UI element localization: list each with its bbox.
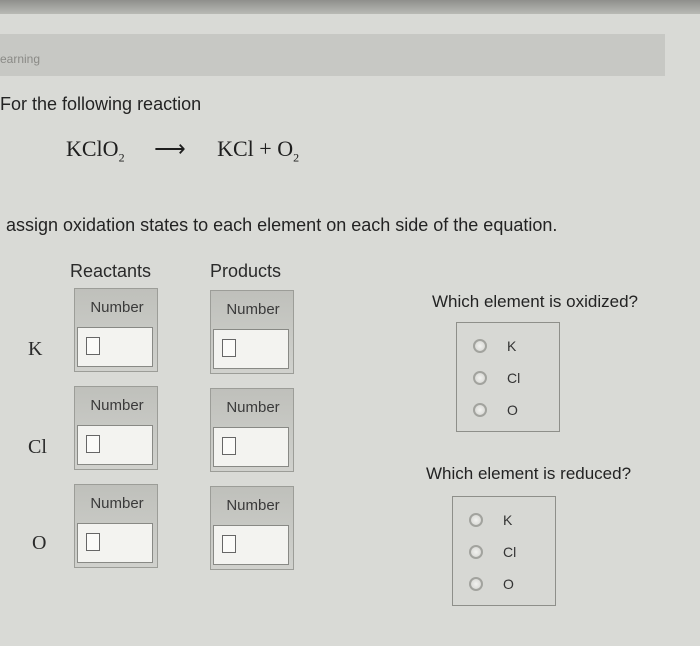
radio-button-icon[interactable] (469, 545, 483, 559)
product-o-input[interactable] (213, 525, 289, 565)
input-box-icon (222, 437, 236, 455)
reduced-question: Which element is reduced? (426, 464, 632, 483)
column-header-reactants: Reactants (70, 261, 152, 281)
oxidized-option-cl[interactable] (473, 367, 553, 389)
reduced-choices (452, 496, 556, 606)
input-box-icon (86, 337, 100, 355)
oxidized-choices (456, 322, 560, 432)
cell-label: Number (90, 299, 144, 316)
radio-button-icon[interactable] (469, 577, 483, 591)
option-label: Cl (503, 544, 517, 560)
reactant-k-input[interactable] (77, 327, 153, 367)
product-cl-cell (210, 388, 294, 472)
option-label: O (503, 576, 514, 592)
reaction-arrow-icon: ⟶ (154, 136, 186, 161)
radio-button-icon[interactable] (473, 339, 487, 353)
cell-label: Number (90, 495, 144, 512)
reactant-o-input[interactable] (77, 523, 153, 563)
reactant-o-cell (74, 484, 158, 568)
window-top-bar (0, 0, 700, 14)
option-label: Cl (507, 370, 521, 386)
reduced-option-cl[interactable] (469, 541, 549, 563)
module-header (0, 34, 665, 76)
row-label-o: O (32, 532, 47, 554)
oxidized-option-k[interactable] (473, 335, 553, 357)
input-box-icon (222, 535, 236, 553)
oxidized-question: Which element is oxidized? (432, 292, 638, 311)
product-k-cell (210, 290, 294, 374)
reactant-cl-input[interactable] (77, 425, 153, 465)
question-prompt: For the following reaction (0, 94, 202, 114)
cell-label: Number (90, 397, 144, 414)
reduced-option-k[interactable] (469, 509, 549, 531)
radio-button-icon[interactable] (473, 403, 487, 417)
equation-reactant: KClO (66, 136, 119, 161)
cell-label: Number (226, 497, 280, 514)
row-label-cl: Cl (28, 436, 47, 458)
equation-products-subscript: 2 (293, 150, 300, 165)
option-label: K (507, 338, 517, 354)
equation-products: KCl + O (217, 136, 294, 161)
input-box-icon (86, 435, 100, 453)
reactant-k-cell (74, 288, 158, 372)
row-label-k: K (28, 338, 43, 360)
product-k-input[interactable] (213, 329, 289, 369)
instruction-text: assign oxidation states to each element on each side of the equation. (6, 215, 558, 235)
equation-reactant-subscript: 2 (118, 150, 125, 165)
cell-label: Number (226, 399, 280, 416)
chemical-equation (66, 136, 299, 165)
oxidized-option-o[interactable] (473, 399, 553, 421)
radio-button-icon[interactable] (469, 513, 483, 527)
cell-label: Number (226, 301, 280, 318)
column-header-products: Products (210, 261, 282, 281)
option-label: K (503, 512, 513, 528)
option-label: O (507, 402, 518, 418)
product-o-cell (210, 486, 294, 570)
reduced-option-o[interactable] (469, 573, 549, 595)
radio-button-icon[interactable] (473, 371, 487, 385)
product-cl-input[interactable] (213, 427, 289, 467)
module-header-label: earning (0, 52, 41, 66)
input-box-icon (222, 339, 236, 357)
input-box-icon (86, 533, 100, 551)
reactant-cl-cell (74, 386, 158, 470)
